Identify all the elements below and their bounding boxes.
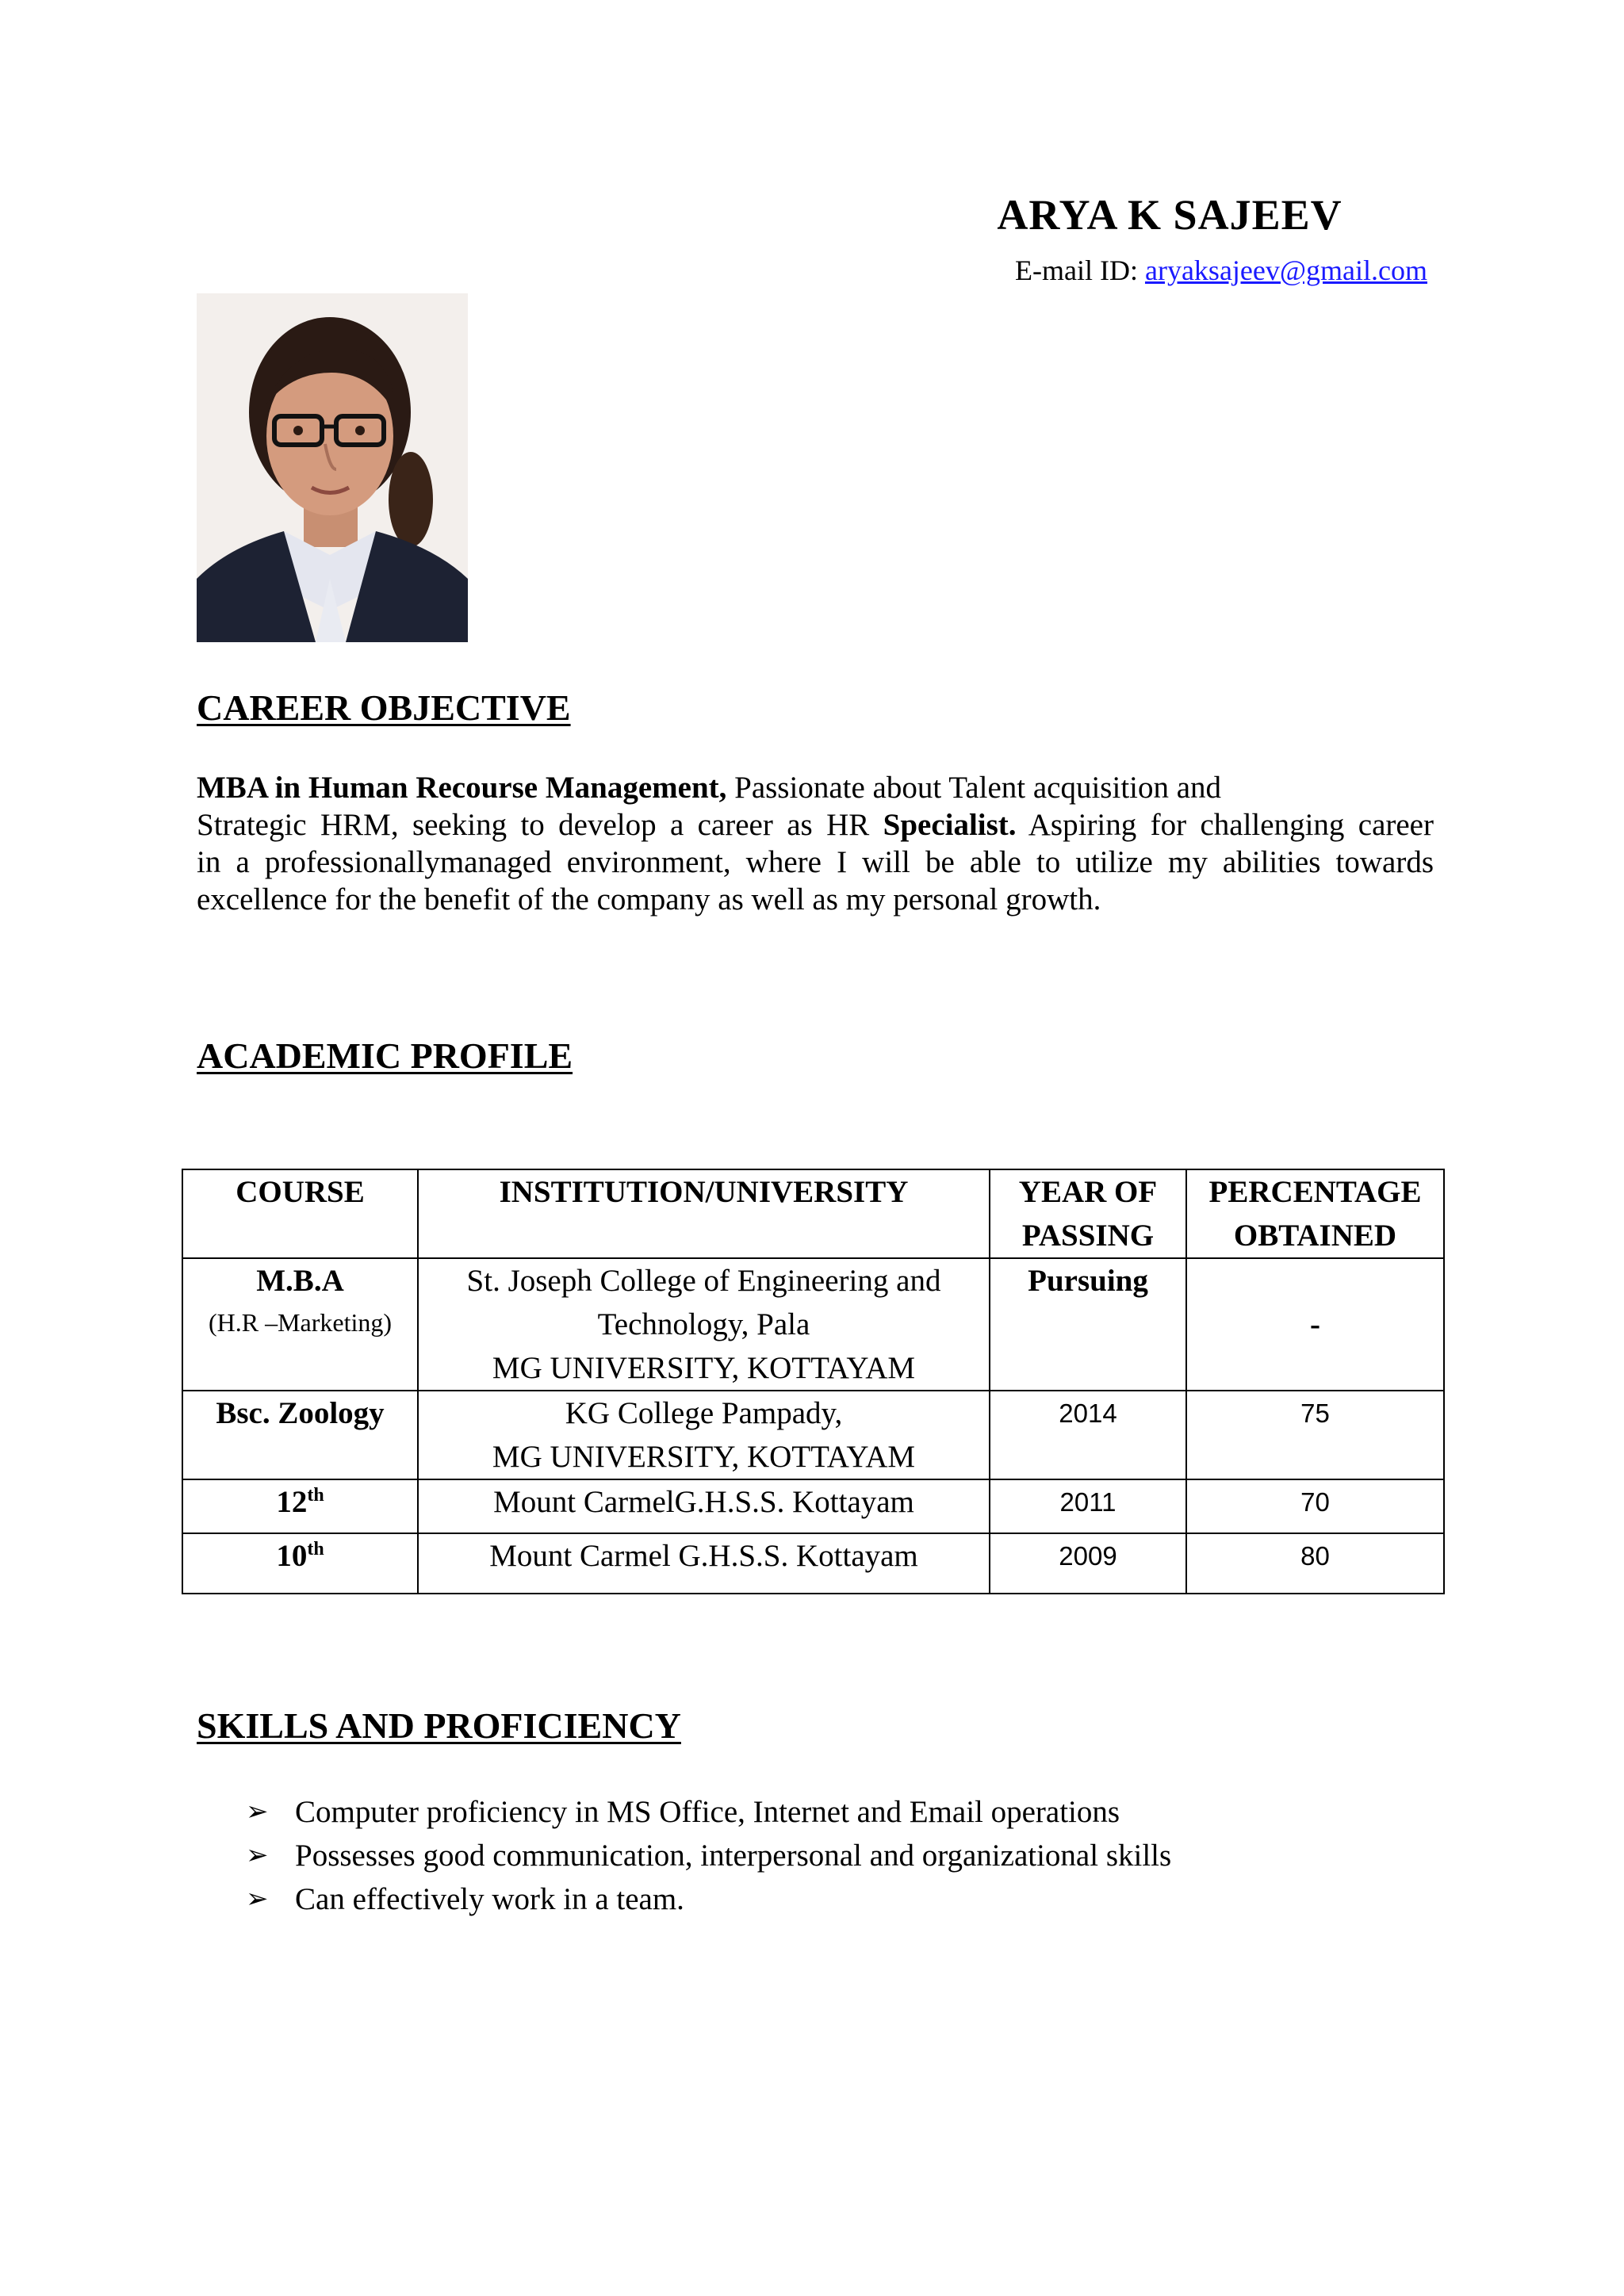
- header-course: COURSE: [182, 1169, 418, 1258]
- academic-table: [182, 1169, 1445, 1594]
- course-cell: Bsc. Zoology: [182, 1391, 418, 1479]
- header-institution: INSTITUTION/UNIVERSITY: [418, 1169, 990, 1258]
- skills-list: [246, 1790, 1171, 1921]
- table-row: [182, 1258, 1444, 1391]
- objective-line-2: [197, 806, 1434, 844]
- objective-lead: MBA in Human Recourse Management,: [197, 771, 727, 805]
- academic-table-container: [182, 1169, 1443, 1594]
- email-label: E-mail ID:: [1015, 254, 1145, 286]
- table-row: [182, 1533, 1444, 1594]
- percentage-cell: -: [1186, 1258, 1444, 1391]
- institution-line: Technology, Pala: [597, 1307, 810, 1341]
- objective-specialist: Specialist.: [883, 808, 1017, 842]
- table-row: [182, 1391, 1444, 1479]
- academic-profile-heading: ACADEMIC PROFILE: [197, 1035, 573, 1076]
- institution-line: MG UNIVERSITY, KOTTAYAM: [492, 1351, 916, 1385]
- list-item: [246, 1834, 1171, 1877]
- candidate-name: ARYA K SAJEEV: [997, 191, 1342, 239]
- objective-line-3: in a professionallymanaged environment, where I will be able to utilize my abilities towards: [197, 845, 1434, 879]
- arrowhead-bullet-icon: ➢: [246, 1883, 269, 1915]
- skill-text: Can effectively work in a team.: [295, 1882, 684, 1916]
- percentage-cell: 75: [1186, 1391, 1444, 1479]
- profile-photo: [197, 293, 468, 642]
- percentage-cell: 70: [1186, 1479, 1444, 1533]
- list-item: [246, 1877, 1171, 1921]
- institution-cell: Mount Carmel G.H.S.S. Kottayam: [418, 1533, 990, 1594]
- career-objective-text: [197, 769, 1434, 918]
- course-cell: [182, 1533, 418, 1594]
- arrowhead-bullet-icon: ➢: [246, 1796, 269, 1827]
- year-cell: 2014: [990, 1391, 1186, 1479]
- header-percentage: PERCENTAGE OBTAINED: [1186, 1169, 1444, 1258]
- list-item: [246, 1790, 1171, 1834]
- course-grade: 10: [276, 1539, 308, 1573]
- email-link[interactable]: aryaksajeev@gmail.com: [1144, 254, 1427, 286]
- course-name: M.B.A: [256, 1264, 344, 1298]
- skill-text: Computer proficiency in MS Office, Internet and Email operations: [295, 1795, 1120, 1829]
- objective-part-1: Passionate about Talent acquisition and: [726, 771, 1222, 805]
- course-cell: [182, 1479, 418, 1533]
- skills-heading: SKILLS AND PROFICIENCY: [197, 1705, 681, 1746]
- email-line: [1015, 254, 1427, 287]
- objective-line-1: [197, 769, 1434, 806]
- objective-line-4: excellence for the benefit of the company as well as my personal growth.: [197, 882, 1101, 916]
- arrowhead-bullet-icon: ➢: [246, 1839, 269, 1871]
- objective-part-3: Aspiring for challenging career: [1016, 808, 1434, 842]
- skill-text: Possesses good communication, interpersonal and organizational skills: [295, 1839, 1172, 1873]
- institution-cell: [418, 1391, 990, 1479]
- course-grade-suffix: th: [307, 1485, 324, 1506]
- institution-line: St. Joseph College of Engineering and: [466, 1264, 941, 1298]
- table-header-row: [182, 1169, 1444, 1258]
- course-specialization: (H.R –Marketing): [208, 1308, 393, 1337]
- portrait-illustration: [197, 293, 468, 642]
- career-objective-heading: CAREER OBJECTIVE: [197, 687, 571, 728]
- institution-line: KG College Pampady,: [565, 1396, 843, 1430]
- institution-cell: [418, 1258, 990, 1391]
- header-year: YEAR OF PASSING: [990, 1169, 1186, 1258]
- objective-part-2: Strategic HRM, seeking to develop a career as HR: [197, 808, 883, 842]
- course-grade-suffix: th: [307, 1539, 324, 1559]
- year-cell: 2011: [990, 1479, 1186, 1533]
- course-cell: [182, 1258, 418, 1391]
- percentage-cell: 80: [1186, 1533, 1444, 1594]
- table-row: [182, 1479, 1444, 1533]
- year-cell: 2009: [990, 1533, 1186, 1594]
- institution-cell: Mount CarmelG.H.S.S. Kottayam: [418, 1479, 990, 1533]
- institution-line: MG UNIVERSITY, KOTTAYAM: [492, 1440, 916, 1474]
- course-grade: 12: [276, 1485, 308, 1519]
- year-cell: Pursuing: [990, 1258, 1186, 1391]
